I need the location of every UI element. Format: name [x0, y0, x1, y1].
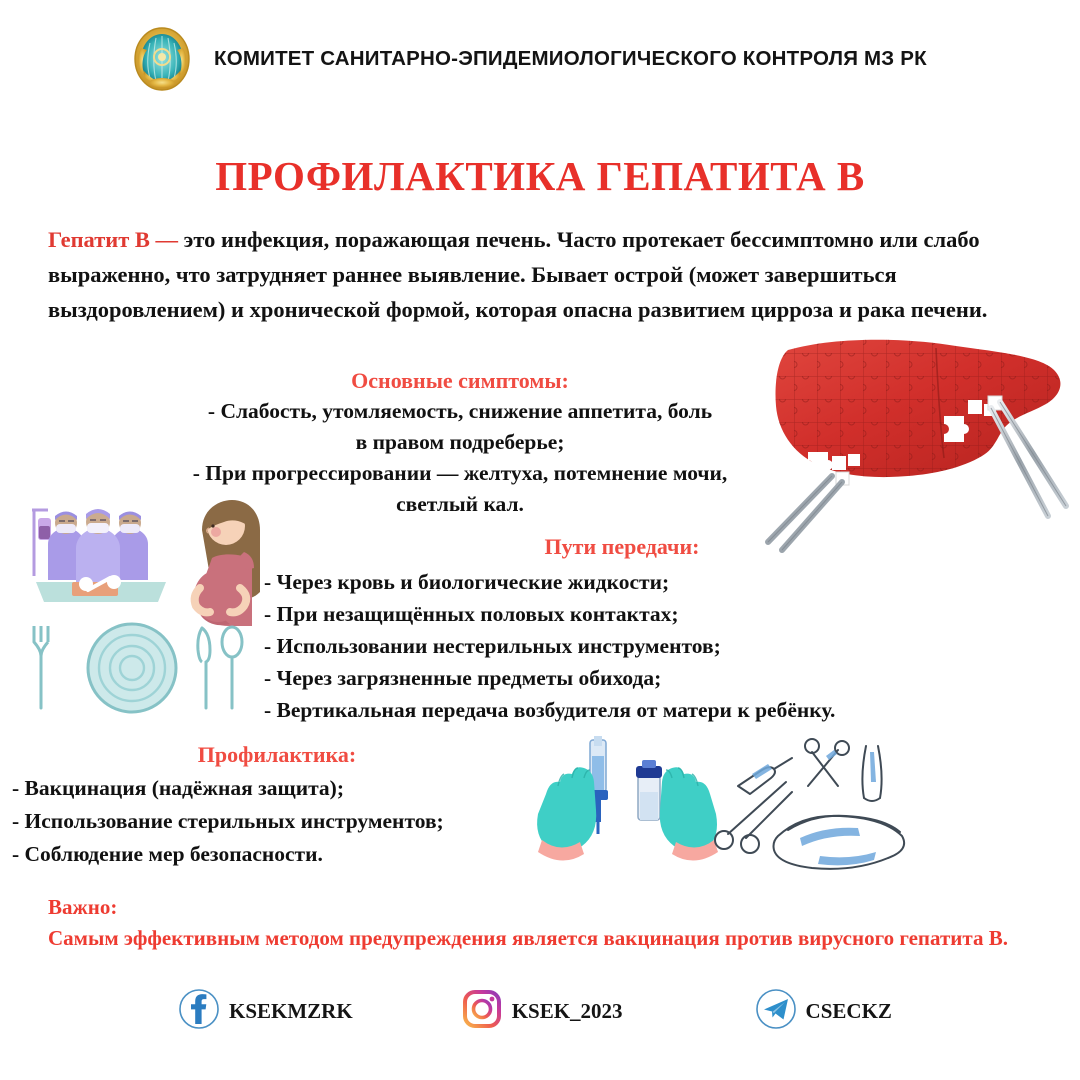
list-item: - Через кровь и биологические жидкости; — [264, 570, 670, 594]
list-item: - Вертикальная передача возбудителя от матери к ребёнку. — [264, 698, 836, 722]
symptoms-heading: Основные симптомы: — [351, 368, 569, 393]
surgery-team-illustration — [18, 498, 178, 608]
social-links-bar — [0, 988, 1080, 1035]
page-title: ПРОФИЛАКТИКА ГЕПАТИТА В — [215, 153, 865, 199]
pregnant-woman-illustration — [182, 496, 274, 630]
organization-title: КОМИТЕТ САНИТАРНО-ЭПИДЕМИОЛОГИЧЕСКОГО КОНТРОЛЯ МЗ РК — [214, 47, 927, 70]
surgical-instruments-illustration — [700, 738, 950, 874]
list-item: - Вакцинация (надёжная защита); — [12, 776, 344, 800]
list-item: - Использовании нестерильных инструментов; — [264, 634, 721, 658]
important-text: Самым эффективным методом предупреждения является вакцинация против вирусного гепатита В. — [48, 926, 1008, 950]
social-link-telegram[interactable] — [755, 988, 892, 1035]
telegram-icon[interactable] — [755, 988, 797, 1035]
tableware-illustration — [20, 616, 250, 716]
social-link-instagram[interactable] — [461, 988, 623, 1035]
important-block — [48, 892, 1048, 954]
kazakhstan-state-emblem-icon — [132, 26, 192, 92]
symptoms-line: в правом подреберье; — [355, 430, 565, 454]
intro-lead: Гепатит В — — [48, 227, 179, 252]
transmission-block — [264, 532, 980, 726]
prevention-heading: Профилактика: — [197, 742, 357, 767]
facebook-icon[interactable] — [178, 988, 220, 1035]
poster-header — [0, 26, 1080, 92]
symptoms-line: - При прогрессировании — желтуха, потемнение мочи, — [192, 461, 728, 485]
list-item: - Через загрязненные предметы обихода; — [264, 666, 662, 690]
intro-body: это инфекция, поражающая печень. Часто протекает бессимптомно или слабо выраженно, что затрудняет раннее выявление. Бывает острой (может завершиться выздоровлением) и хронической формой, которая опасна развитием цирроза и рака печени. — [48, 227, 988, 322]
prevention-list — [12, 772, 542, 871]
instagram-icon[interactable] — [461, 988, 503, 1035]
important-heading: Важно: — [48, 895, 118, 919]
telegram-handle: CSECKZ — [805, 999, 892, 1023]
instagram-handle: KSEK_2023 — [511, 999, 623, 1023]
transmission-list — [264, 566, 980, 726]
symptoms-line: - Слабость, утомляемость, снижение аппетита, боль — [207, 399, 713, 423]
intro-paragraph — [48, 222, 1048, 327]
liver-puzzle-with-forceps-illustration — [748, 330, 1080, 558]
prevention-block — [12, 740, 542, 871]
facebook-handle: KSEKMZRK — [229, 999, 353, 1023]
symptoms-line: светлый кал. — [396, 492, 524, 516]
list-item: - Соблюдение мер безопасности. — [12, 842, 323, 866]
list-item: - При незащищённых половых контактах; — [264, 602, 679, 626]
list-item: - Использование стерильных инструментов; — [12, 809, 444, 833]
social-link-facebook[interactable] — [178, 988, 353, 1035]
transmission-heading: Пути передачи: — [544, 534, 700, 559]
gloved-hands-with-syringe-illustration — [528, 736, 728, 872]
